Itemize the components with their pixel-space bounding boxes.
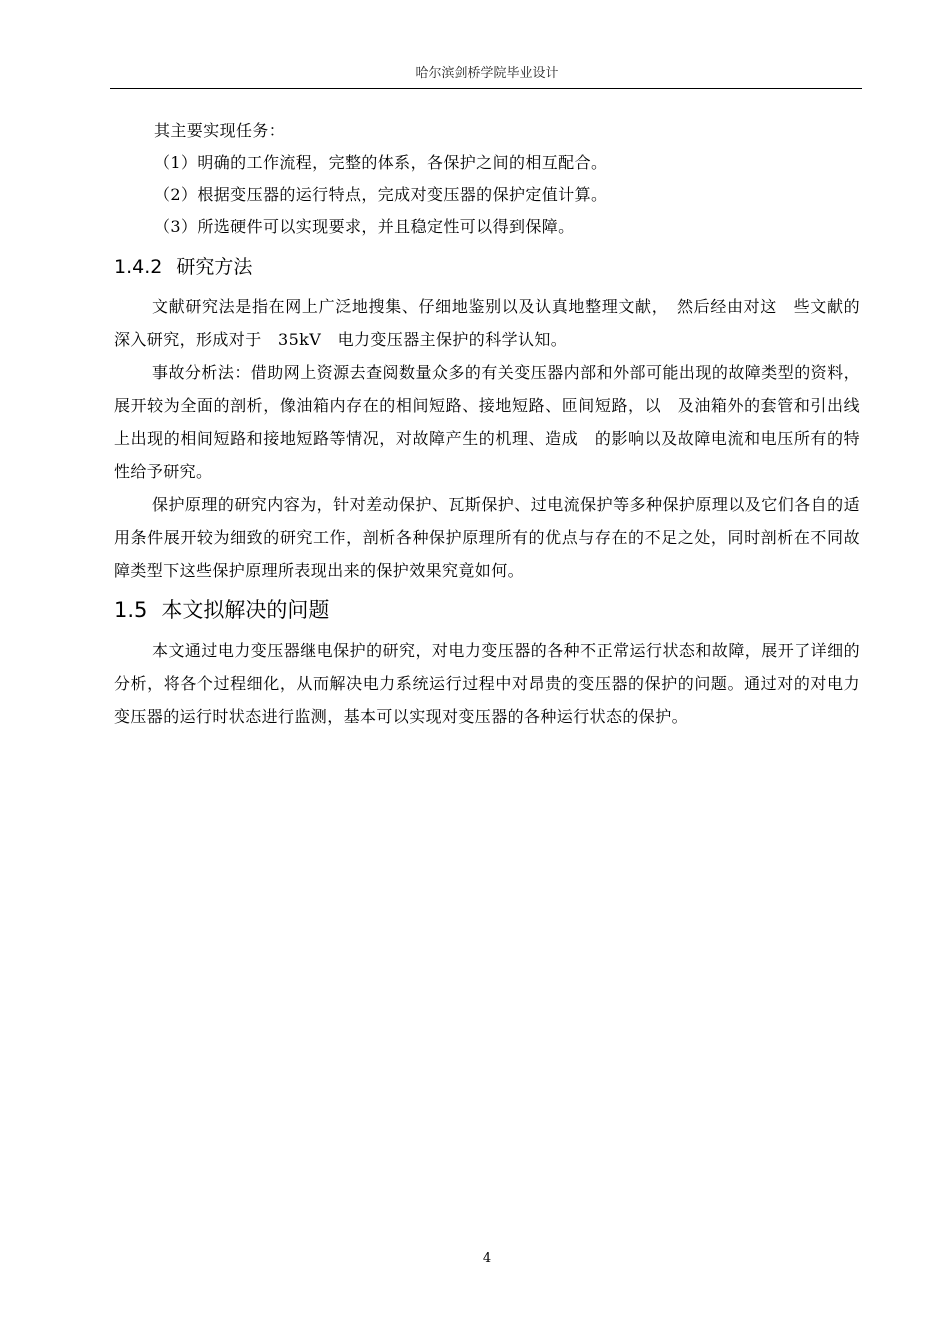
page-number: 4 [482, 1251, 492, 1266]
task-item: （2）根据变压器的运行特点，完成对变压器的保护定值计算。 [154, 185, 608, 204]
header-divider [110, 88, 862, 89]
task-item: （1）明确的工作流程，完整的体系，各保护之间的相互配合。 [154, 153, 608, 172]
section-heading-1-4-2 [114, 250, 860, 284]
page-content [114, 115, 860, 733]
paragraph: 保护原理的研究内容为，针对差动保护、瓦斯保护、过电流保护等多种保护原理以及它们各自的适用条件展开较为细致的研究工作，剖析各种保护原理所有的优点与存在的不足之处，同时剖析在不同故障类型下这些保护原理所表现出来的保护效果究竟如何。 [114, 495, 860, 580]
paragraph: 事故分析法：借助网上资源去查阅数量众多的有关变压器内部和外部可能出现的故障类型的资料，展开较为全面的剖析，像油箱内存在的相间短路、接地短路、匝间短路，以 及油箱外的套管和引出线上出现的相间短路和接地短路等情况，对故障产生的机理、造成 的影响以及故障电流和电压所有的特性给予研究。 [114, 363, 860, 481]
paragraph: 本文通过电力变压器继电保护的研究，对电力变压器的各种不正常运行状态和故障，展开了详细的分析，将各个过程细化，从而解决电力系统运行过程中对昂贵的变压器的保护的问题。通过对的对电力变压器的运行时状态进行监测，基本可以实现对变压器的各种运行状态的保护。 [114, 641, 860, 726]
page-header-title: 哈尔滨剑桥学院毕业设计 [415, 66, 559, 81]
section-title: 研究方法 [176, 256, 253, 278]
paragraph: 文献研究法是指在网上广泛地搜集、仔细地鉴别以及认真地整理文献， 然后经由对这 些文献的深入研究，形成对于 35kV 电力变压器主保护的科学认知。 [114, 297, 860, 349]
section-title: 本文拟解决的问题 [161, 598, 330, 622]
task-item: （3）所选硬件可以实现要求，并且稳定性可以得到保障。 [154, 217, 575, 236]
section-number: 1.4.2 [114, 256, 163, 278]
task-lead: 其主要实现任务： [154, 121, 286, 140]
section-heading-1-5 [114, 592, 860, 628]
section-number: 1.5 [114, 598, 148, 622]
